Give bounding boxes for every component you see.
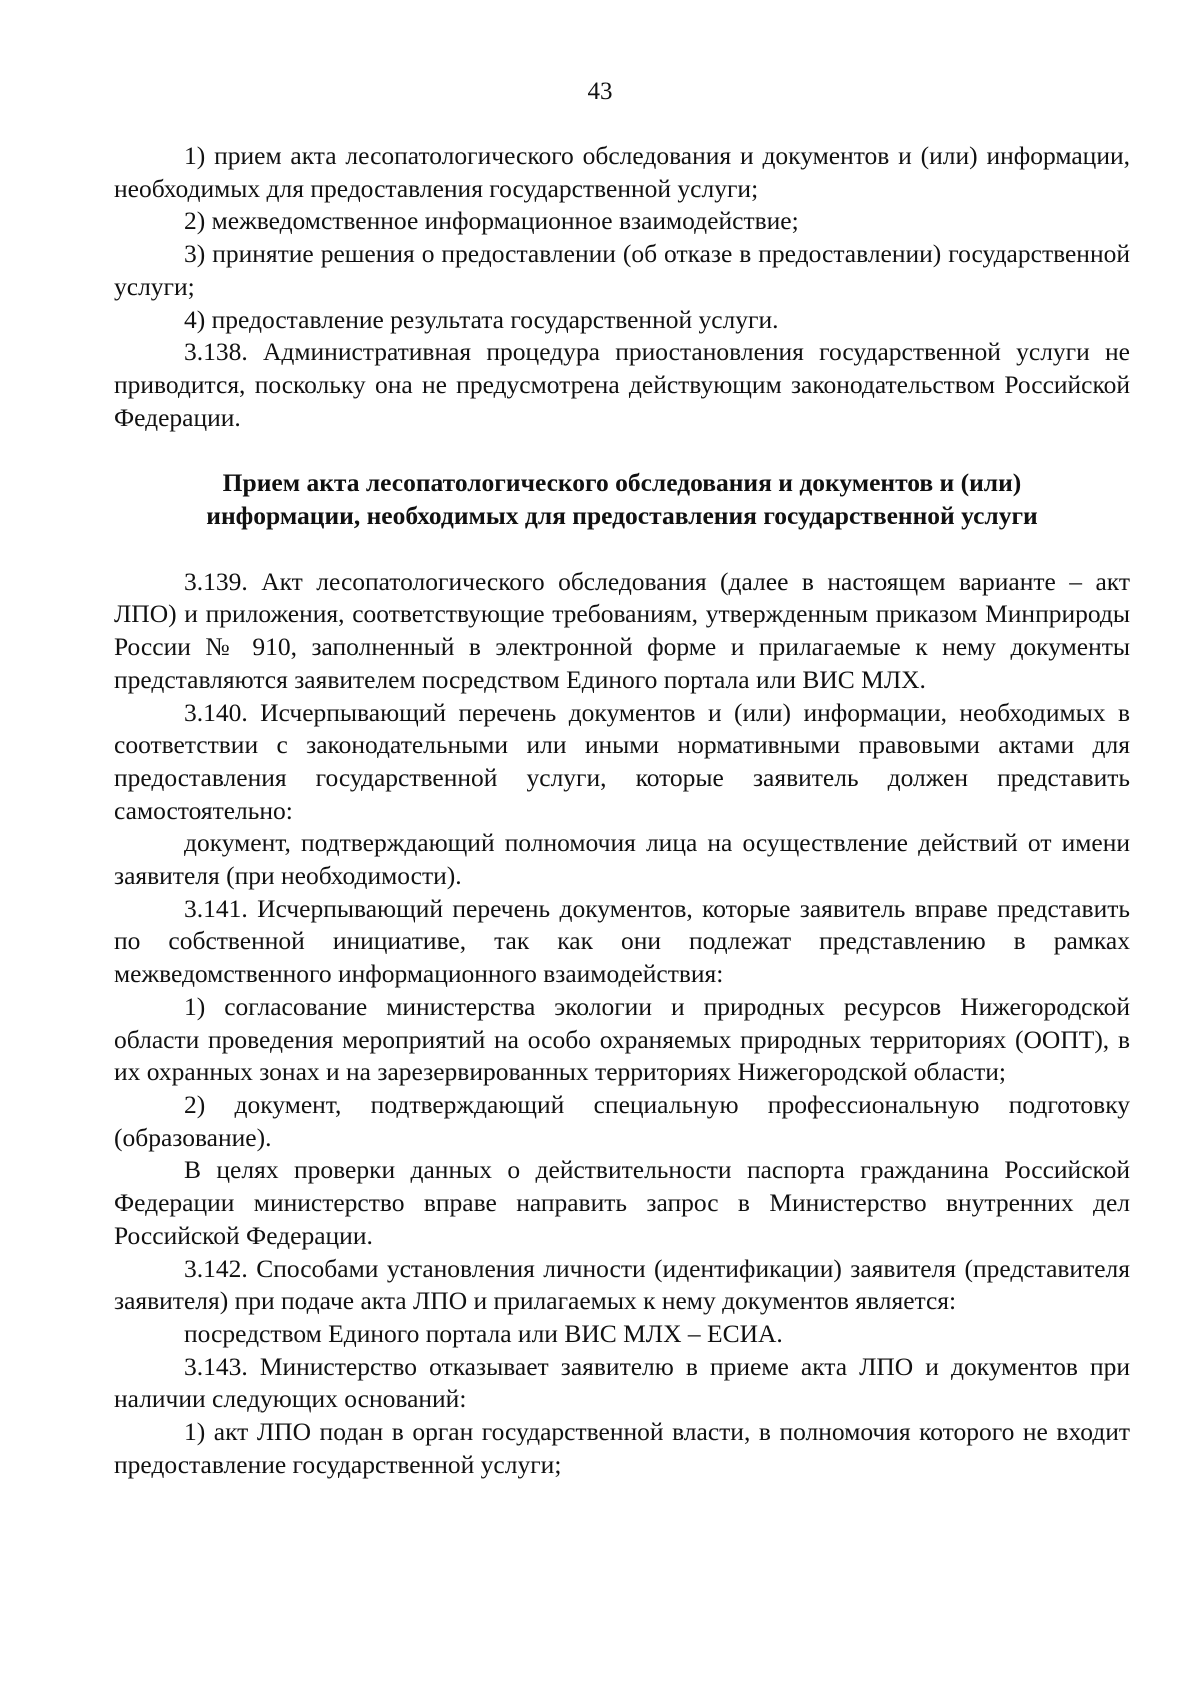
paragraph-3-138: 3.138. Административная процедура приостановления государственной услуги не приводится, поскольку она не предусмотрена действующим законодательством Российской Федерации.: [114, 337, 1130, 432]
section-heading-line-2: информации, необходимых для предоставления государственной услуги: [206, 501, 1038, 531]
paragraph-training-item: 2) документ, подтверждающий специальную профессиональную подготовку (образование).: [114, 1089, 1130, 1152]
section-heading: [114, 467, 1130, 532]
paragraph-3-139: 3.139. Акт лесопатологического обследования (далее в настоящем варианте – акт ЛПО) и приложения, соответствующие требованиям, утвержденным приказом Минприроды России № 910, заполненный в электронной форме и прилагаемые к нему документы представляются заявителем посредством Единого портала или ВИС МЛХ.: [114, 566, 1130, 694]
section-heading-line-1: Прием акта лесопатологического обследования и документов и (или): [222, 468, 1022, 498]
paragraph-3-141: 3.141. Исчерпывающий перечень документов, которые заявитель вправе представить по собственной инициативе, так как они подлежат представлению в рамках межведомственного информационного взаимодействия:: [114, 893, 1130, 989]
document-body: [114, 140, 1130, 1481]
paragraph-3-140: 3.140. Исчерпывающий перечень документов и (или) информации, необходимых в соответствии с законодательными или иными нормативными правовыми актами для предоставления государственной услуги, которые заявитель должен представить самостоятельно:: [114, 697, 1130, 825]
paragraph-3-143: 3.143. Министерство отказывает заявителю в приеме акта ЛПО и документов при наличии следующих оснований:: [114, 1351, 1130, 1414]
paragraph-passport-check: В целях проверки данных о действительности паспорта гражданина Российской Федерации министерство вправе направить запрос в Министерство внутренних дел Российской Федерации.: [114, 1155, 1130, 1250]
paragraph-3-142: 3.142. Способами установления личности (идентификации) заявителя (представителя заявителя) при подаче акта ЛПО и прилагаемых к нему документов является:: [114, 1253, 1130, 1316]
paragraph-refusal-item-1: 1) акт ЛПО подан в орган государственной власти, в полномочия которого не входит предоставление государственной услуги;: [114, 1417, 1130, 1479]
paragraph-item-4: 4) предоставление результата государственной услуги.: [184, 304, 779, 334]
paragraph-authority-document: документ, подтверждающий полномочия лица на осуществление действий от имени заявителя (при необходимости).: [114, 828, 1130, 891]
paragraph-esia-method: посредством Единого портала или ВИС МЛХ – ЕСИА.: [184, 1318, 783, 1348]
paragraph-item-1: 1) прием акта лесопатологического обследования и документов и (или) информации, необходимых для предоставления государственной услуги;: [114, 141, 1130, 203]
paragraph-item-3: 3) принятие решения о предоставлении (об отказе в предоставлении) государственной услуги;: [114, 239, 1130, 301]
page-number: 43: [587, 78, 613, 105]
paragraph-approval-item: 1) согласование министерства экологии и природных ресурсов Нижегородской области проведения мероприятий на особо охраняемых природных территориях (ООПТ), в их охранных зонах и на зарезервированных территориях Нижегородской области;: [114, 991, 1130, 1087]
paragraph-item-2: 2) межведомственное информационное взаимодействие;: [184, 206, 799, 236]
